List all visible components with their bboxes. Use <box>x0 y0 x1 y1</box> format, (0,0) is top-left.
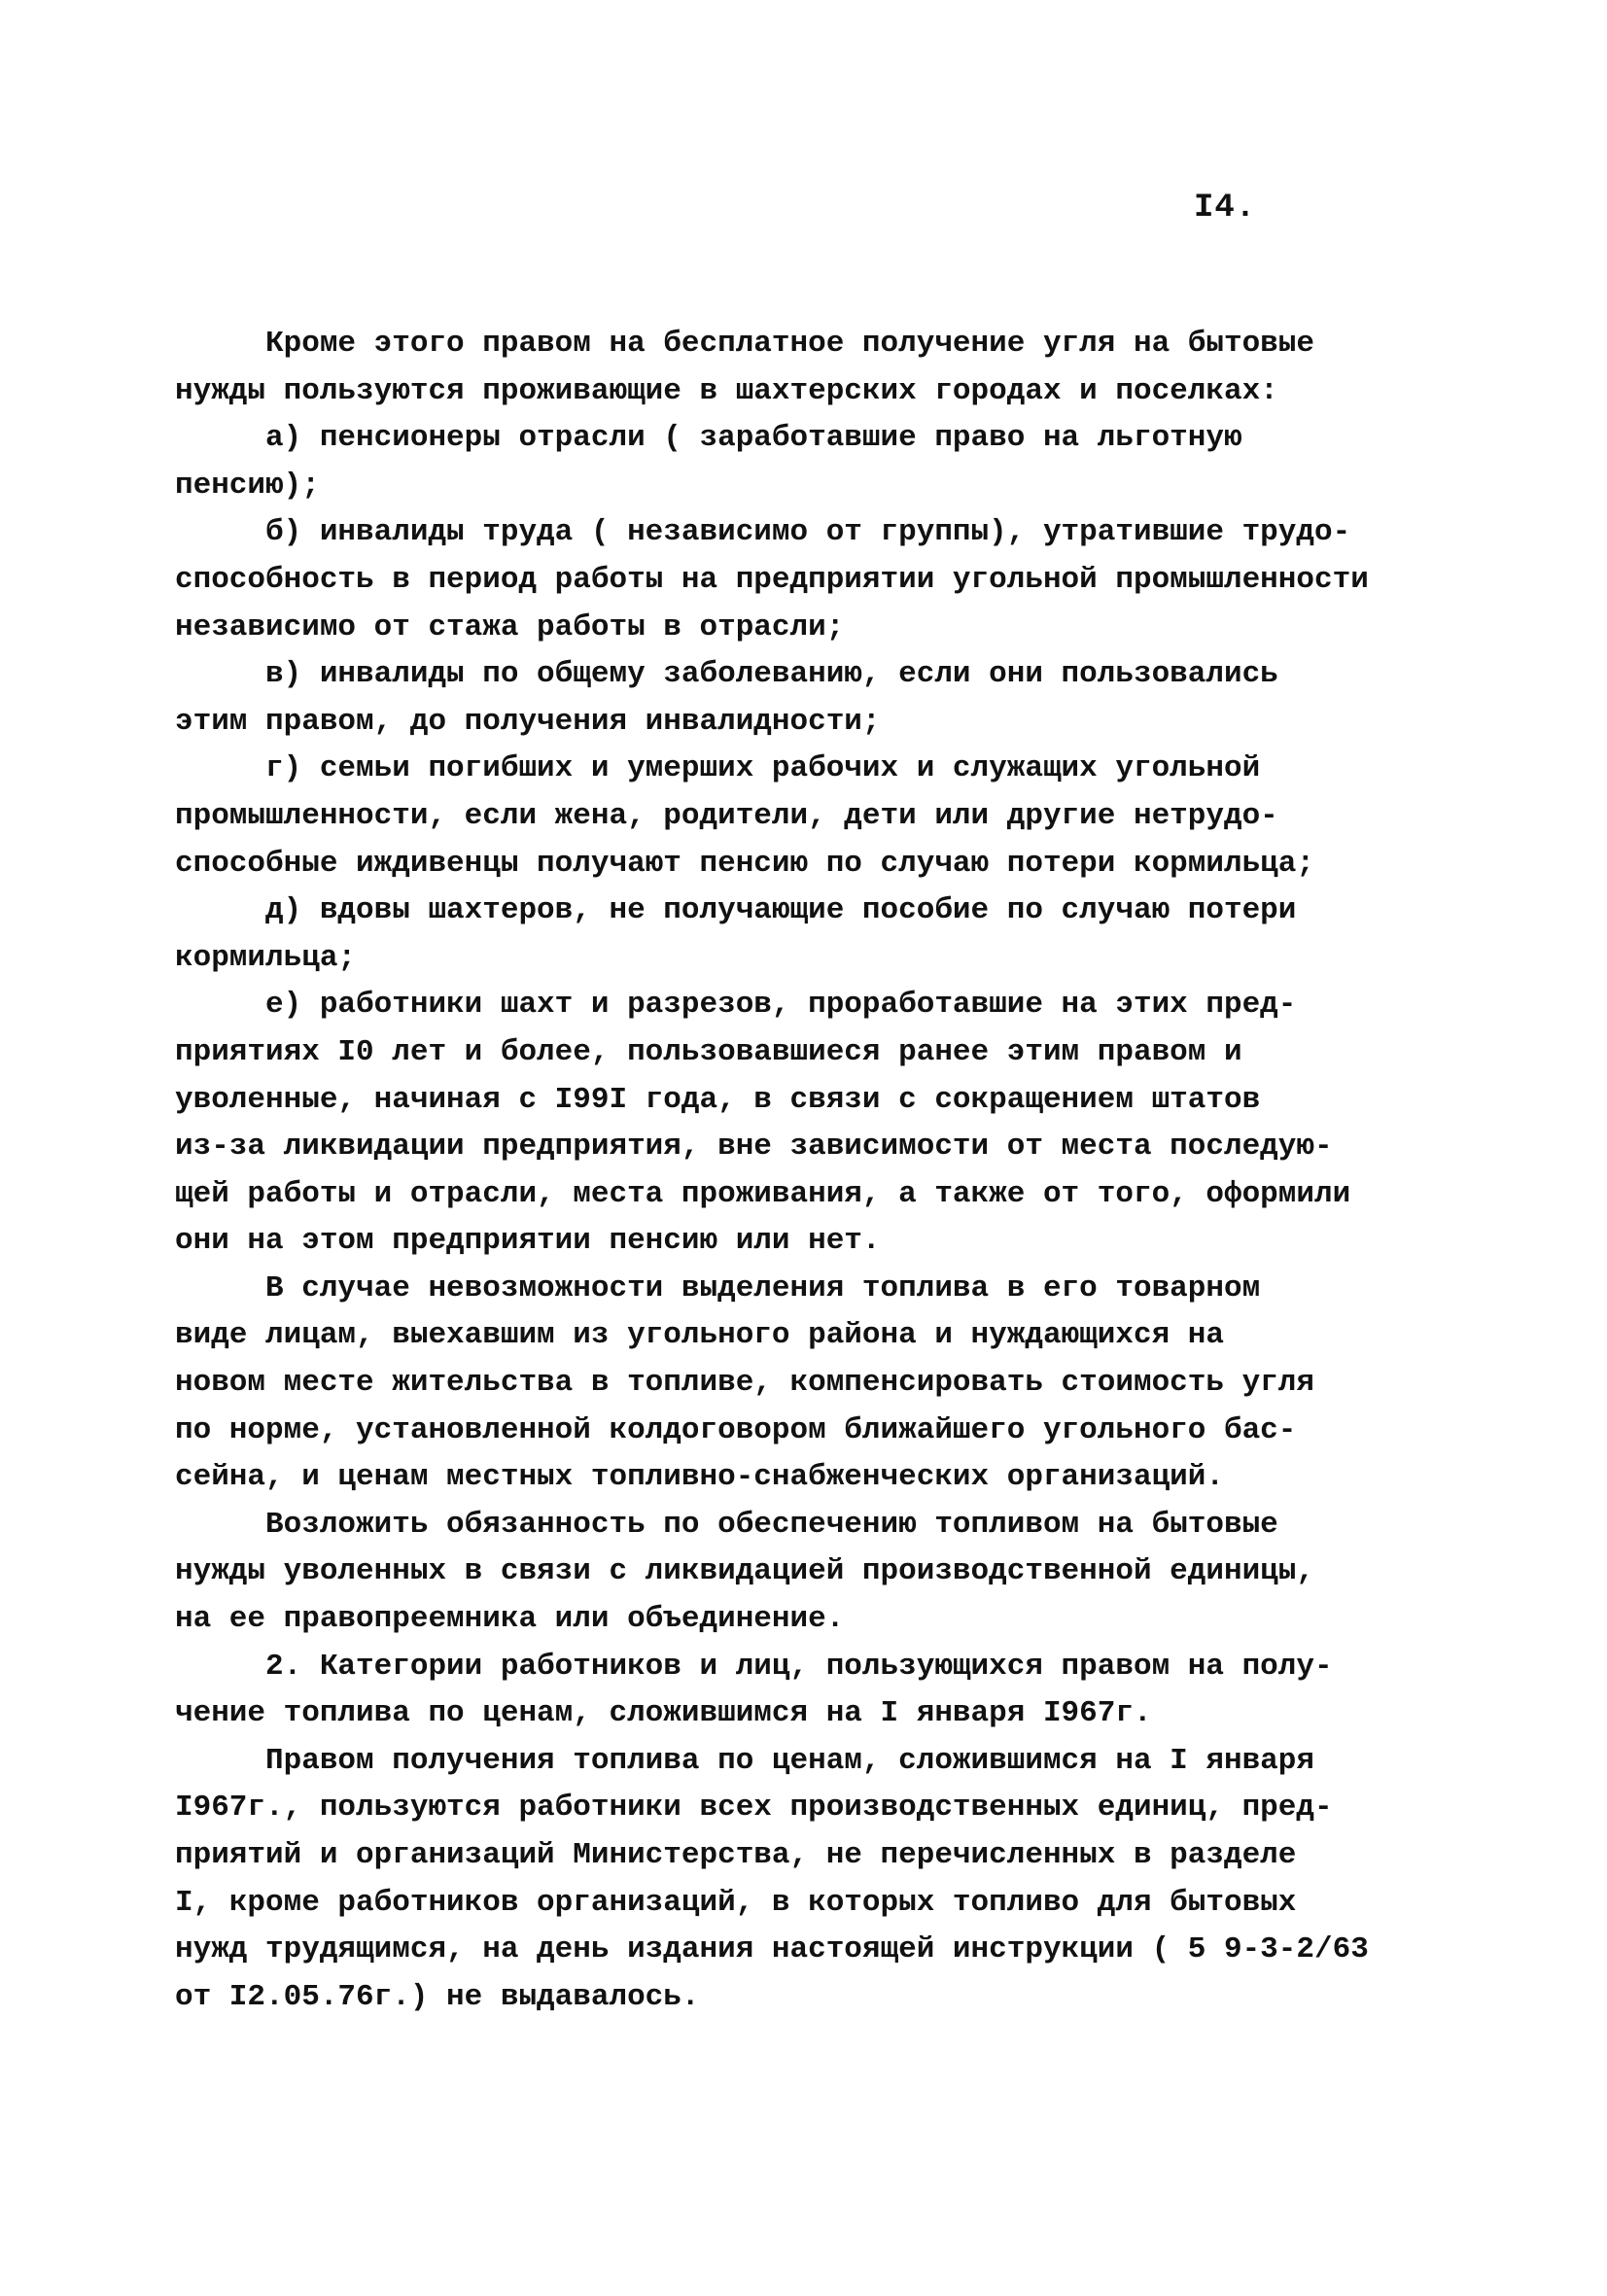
text-line: Правом получения топлива по ценам, сложившимся на I января <box>175 1743 1314 1778</box>
text-line: I967г., пользуются работники всех производственных единиц, пред- <box>175 1791 1333 1826</box>
text-line: независимо от стажа работы в отрасли; <box>175 609 845 644</box>
text-line: в) инвалиды по общему заболеванию, если они пользовались <box>175 657 1278 692</box>
text-line: д) вдовы шахтеров, не получающие пособие по случаю потери <box>175 893 1297 928</box>
text-line: способность в период работы на предприятии угольной промышленности <box>175 562 1369 597</box>
text-line: I, кроме работников организаций, в которых топливо для бытовых <box>175 1885 1297 1920</box>
text-line: нужды пользуются проживающие в шахтерских городах и поселках: <box>175 373 1278 408</box>
text-line: они на этом предприятии пенсию или нет. <box>175 1224 881 1259</box>
text-line: по норме, установленной колдоговором ближайшего угольного бас- <box>175 1412 1297 1447</box>
text-line: пенсию); <box>175 468 320 503</box>
text-line: нужды уволенных в связи с ликвидацией производственной единицы, <box>175 1554 1314 1589</box>
text-line: щей работы и отрасли, места проживания, а также от того, оформили <box>175 1176 1351 1211</box>
text-line: приятиях I0 лет и более, пользовавшиеся ранее этим правом и <box>175 1034 1242 1069</box>
text-line: виде лицам, выехавшим из угольного района и нуждающихся на <box>175 1318 1224 1353</box>
text-line: из-за ликвидации предприятия, вне зависимости от места последую- <box>175 1130 1333 1165</box>
text-line: 2. Категории работников и лиц, пользующихся правом на полу- <box>175 1649 1333 1684</box>
text-line: этим правом, до получения инвалидности; <box>175 704 881 739</box>
text-line: нужд трудящимся, на день издания настоящей инструкции ( 5 9-3-2/63 <box>175 1932 1369 1967</box>
text-line: способные иждивенцы получают пенсию по случаю потери кормильца; <box>175 846 1314 881</box>
text-line: промышленности, если жена, родители, дети или другие нетрудо- <box>175 798 1278 833</box>
text-line: от I2.05.76г.) не выдавалось. <box>175 1979 700 2014</box>
text-line: уволенные, начиная с I99I года, в связи с сокращением штатов <box>175 1082 1261 1117</box>
text-line: сейна, и ценам местных топливно-снабженческих организаций. <box>175 1460 1224 1495</box>
text-line: приятий и организаций Министерства, не перечисленных в разделе <box>175 1838 1297 1872</box>
page-number: I4. <box>1194 190 1257 226</box>
text-line: б) инвалиды труда ( независимо от группы), утратившие трудо- <box>175 515 1351 550</box>
text-line: на ее правопреемника или объединение. <box>175 1602 845 1637</box>
document-body <box>175 321 1468 2021</box>
text-line: а) пенсионеры отрасли ( заработавшие право на льготную <box>175 421 1242 456</box>
text-line: кормильца; <box>175 940 357 975</box>
text-line: г) семьи погибших и умерших рабочих и служащих угольной <box>175 751 1261 786</box>
text-line: Возложить обязанность по обеспечению топливом на бытовые <box>175 1507 1278 1542</box>
text-line: чение топлива по ценам, сложившимся на I января I967г. <box>175 1696 1152 1731</box>
text-line: Кроме этого правом на бесплатное получение угля на бытовые <box>175 327 1314 361</box>
text-line: е) работники шахт и разрезов, проработавшие на этих пред- <box>175 988 1297 1023</box>
text-line: В случае невозможности выделения топлива в его товарном <box>175 1270 1261 1305</box>
text-line: новом месте жительства в топливе, компенсировать стоимость угля <box>175 1366 1314 1401</box>
